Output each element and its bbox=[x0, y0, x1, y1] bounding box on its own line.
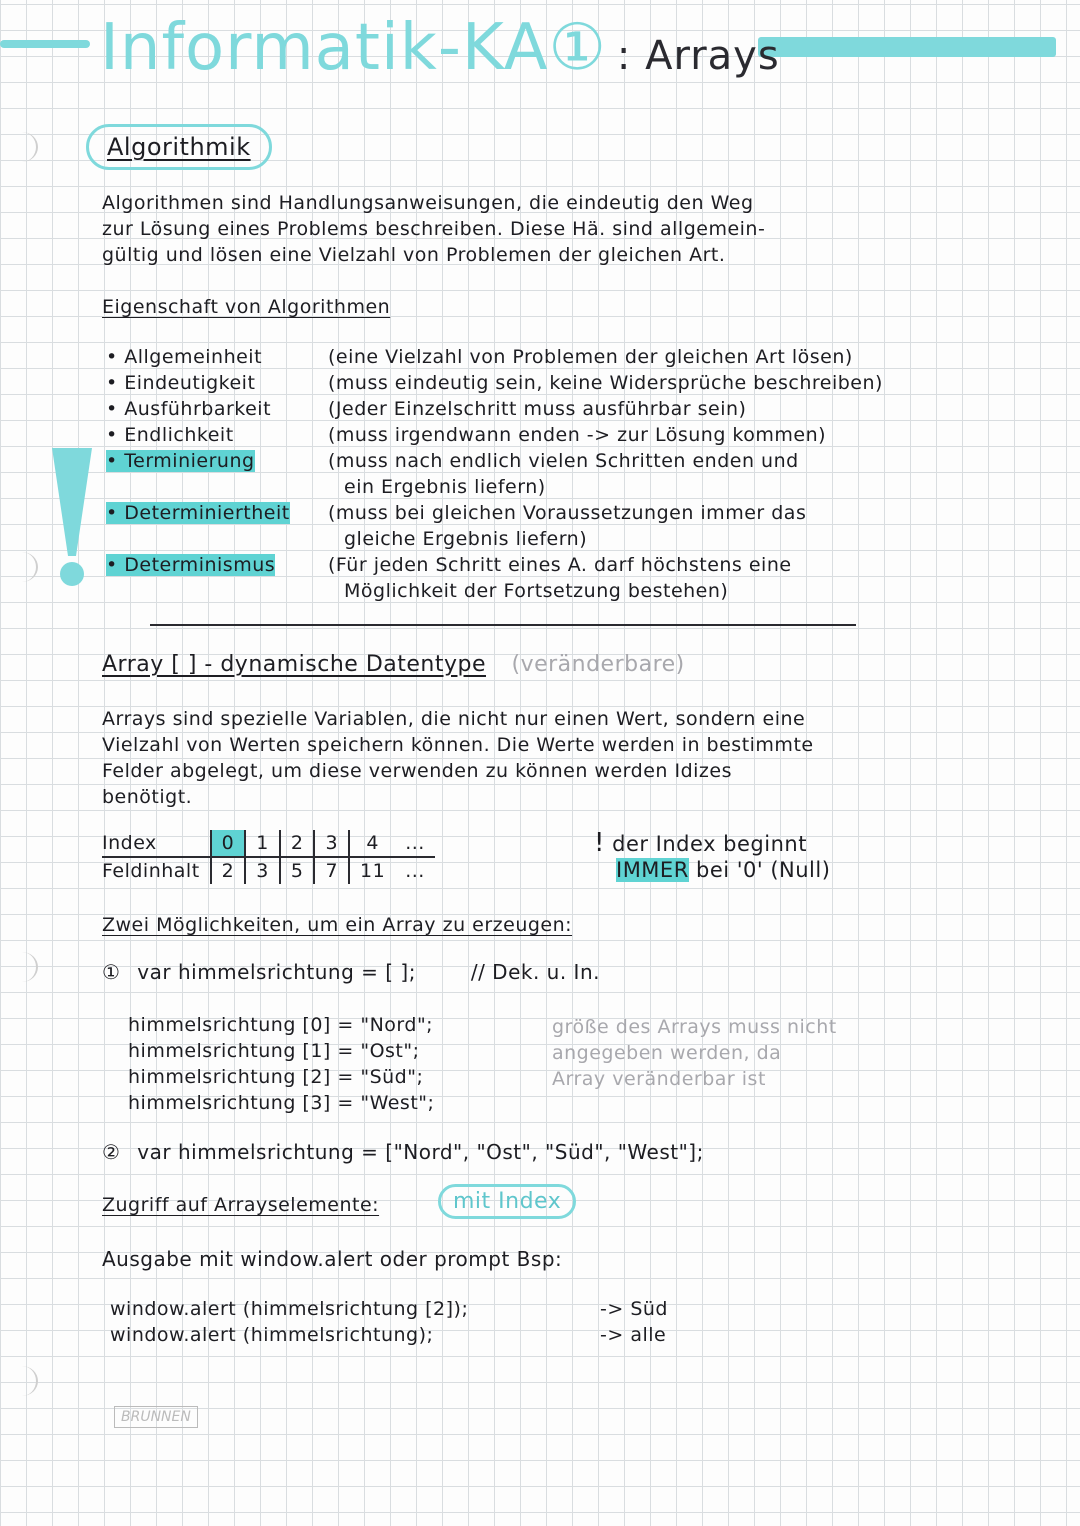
property-name: • Eindeutigkeit bbox=[106, 372, 256, 394]
brand-logo: BRUNNEN bbox=[114, 1406, 198, 1428]
property-desc: (muss bei gleichen Voraussetzungen immer das bbox=[328, 502, 807, 524]
assignment-block bbox=[128, 1012, 434, 1116]
value-cell: 7 bbox=[314, 857, 349, 884]
exclamation-icon: ! bbox=[594, 828, 605, 858]
paragraph-line: benötigt. bbox=[102, 786, 193, 808]
index-cell: 3 bbox=[314, 830, 349, 857]
examples-block bbox=[110, 1296, 668, 1348]
code-line: window.alert (himmelsrichtung [2]); bbox=[110, 1298, 469, 1320]
row-label: Index bbox=[102, 830, 211, 857]
list-item bbox=[106, 552, 275, 578]
property-desc: ein Ergebnis liefern) bbox=[344, 476, 546, 498]
value-cell: 11 bbox=[349, 857, 395, 884]
table-row bbox=[102, 830, 435, 857]
code-line: himmelsrichtung [2] = "Süd"; bbox=[128, 1066, 424, 1088]
paragraph-line: Arrays sind spezielle Variablen, die nicht nur einen Wert, sondern eine bbox=[102, 708, 806, 730]
property-desc: (muss nach endlich vielen Schritten enden und bbox=[328, 450, 799, 472]
section-heading-algorithmik: Algorithmik bbox=[86, 124, 272, 170]
way-one: ① var himmelsrichtung = [ ]; // Dek. u. In. bbox=[102, 960, 600, 984]
properties-heading: Eigenschaft von Algorithmen bbox=[102, 296, 391, 318]
code-line: var himmelsrichtung = [ ]; bbox=[137, 960, 416, 984]
code-line: var himmelsrichtung = ["Nord", "Ost", "Süd", "West"]; bbox=[137, 1140, 704, 1164]
value-cell: 2 bbox=[211, 857, 246, 884]
code-line: himmelsrichtung [1] = "Ost"; bbox=[128, 1040, 420, 1062]
property-desc: gleiche Ergebnis liefern) bbox=[344, 528, 588, 550]
list-item bbox=[106, 448, 255, 474]
property-name: • Allgemeinheit bbox=[106, 346, 263, 368]
paragraph-line: Felder abgelegt, um diese verwenden zu können werden Idizes bbox=[102, 760, 732, 782]
section-heading-array: Array [ ] - dynamische Datentype (veränderbare) bbox=[102, 652, 685, 677]
property-name: • Terminierung bbox=[106, 450, 255, 472]
code-comment: // Dek. u. In. bbox=[470, 960, 600, 984]
example-result: -> Süd bbox=[600, 1298, 668, 1320]
index-cell: 0 bbox=[211, 830, 246, 857]
list-item bbox=[106, 370, 255, 396]
property-desc: (muss irgendwann enden -> zur Lösung kommen) bbox=[328, 424, 827, 446]
value-cell: 5 bbox=[280, 857, 315, 884]
paragraph-line: gültig und lösen eine Vielzahl von Problemen der gleichen Art. bbox=[102, 244, 726, 266]
code-line: himmelsrichtung [3] = "West"; bbox=[128, 1092, 435, 1114]
index-note: ! der Index beginnt IMMER bei '0' (Null) bbox=[594, 828, 831, 882]
example-result: -> alle bbox=[600, 1324, 667, 1346]
exclamation-mark-icon bbox=[50, 448, 94, 588]
list-item bbox=[106, 422, 234, 448]
list-item bbox=[106, 396, 271, 422]
property-name: • Ausführbarkeit bbox=[106, 398, 272, 420]
title-bar-left bbox=[0, 40, 90, 48]
code-line: window.alert (himmelsrichtung); bbox=[110, 1324, 434, 1346]
property-desc: (Für jeden Schritt eines A. darf höchstens eine bbox=[328, 554, 792, 576]
way-two: ② var himmelsrichtung = ["Nord", "Ost", "Süd", "West"]; bbox=[102, 1140, 704, 1164]
property-desc: Möglichkeit der Fortsetzung bestehen) bbox=[344, 580, 729, 602]
property-desc: (muss eindeutig sein, keine Widersprüche beschreiben) bbox=[328, 372, 883, 394]
value-cell: ... bbox=[405, 860, 425, 882]
heading-note: (veränderbare) bbox=[511, 652, 685, 677]
title-bar-right bbox=[758, 37, 1056, 57]
paragraph-line: Vielzahl von Werten speichern können. Die Werte werden in bestimmte bbox=[102, 734, 814, 756]
value-cell: 3 bbox=[245, 857, 280, 884]
index-cell: 4 bbox=[349, 830, 395, 857]
output-line: Ausgabe mit window.alert oder prompt Bsp: bbox=[102, 1247, 563, 1271]
table-row bbox=[102, 857, 435, 884]
grey-side-note: größe des Arrays muss nicht angegeben werden, da Array veränderbar ist bbox=[552, 1016, 837, 1090]
example-row bbox=[110, 1322, 667, 1348]
algorithmik-paragraph bbox=[102, 190, 765, 268]
ways-heading: Zwei Möglichkeiten, um ein Array zu erzeugen: bbox=[102, 914, 573, 936]
index-cell: ... bbox=[395, 830, 435, 857]
access-bubble: mit Index bbox=[438, 1184, 576, 1219]
paragraph-line: Algorithmen sind Handlungsanweisungen, die eindeutig den Weg bbox=[102, 192, 754, 214]
page-title bbox=[100, 8, 780, 96]
property-name: • Determinismus bbox=[106, 554, 276, 576]
access-heading: Zugriff auf Arrayselemente: bbox=[102, 1194, 380, 1216]
example-row bbox=[110, 1296, 668, 1322]
list-item bbox=[106, 344, 262, 370]
list-item bbox=[106, 500, 290, 526]
paragraph-line: zur Lösung eines Problems beschreiben. Diese Hä. sind allgemein- bbox=[102, 218, 766, 240]
title-main: Informatik-KA① bbox=[100, 11, 607, 85]
property-name: • Endlichkeit bbox=[106, 424, 234, 446]
title-sub: : Arrays bbox=[616, 33, 780, 79]
array-paragraph bbox=[102, 706, 814, 810]
index-table bbox=[102, 830, 435, 884]
property-desc: (eine Vielzahl von Problemen der gleichen Art lösen) bbox=[328, 346, 853, 368]
property-desc: (Jeder Einzelschritt muss ausführbar sein) bbox=[328, 398, 747, 420]
code-line: himmelsrichtung [0] = "Nord"; bbox=[128, 1014, 434, 1036]
row-label: Feldinhalt bbox=[102, 860, 200, 882]
section-divider bbox=[150, 624, 856, 626]
property-name: • Determiniertheit bbox=[106, 502, 290, 524]
index-cell: 2 bbox=[280, 830, 315, 857]
index-cell: 1 bbox=[245, 830, 280, 857]
